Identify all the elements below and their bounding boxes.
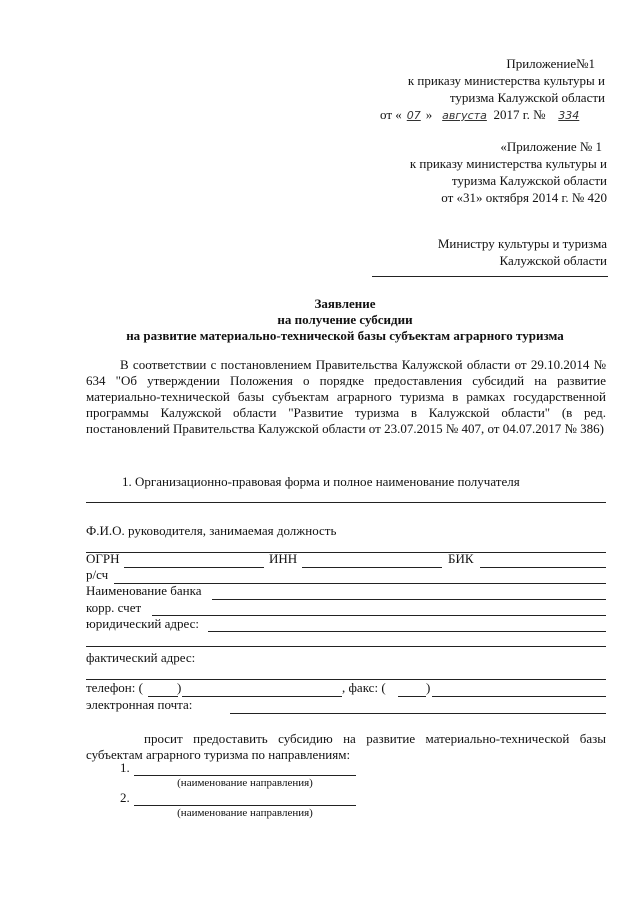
bank-label: Наименование банка (86, 583, 202, 598)
bank-field[interactable] (212, 599, 606, 600)
recipient-name-line[interactable] (86, 502, 606, 503)
document-subtitle-2: на развитие материально-технической базы субъектам аграрного туризма (126, 328, 564, 343)
corr-account-label: корр. счет (86, 600, 142, 615)
head-label: Ф.И.О. руководителя, занимаемая должность (86, 523, 337, 538)
old-appendix-title: «Приложение № 1 (500, 139, 602, 154)
date-number: 334 (558, 109, 580, 122)
fax-code-field[interactable] (398, 696, 426, 697)
document-title: Заявление (314, 296, 376, 311)
addressee-line1: Министру культуры и туризма (437, 236, 607, 251)
date-day: 07 (406, 109, 421, 122)
addressee-signature-line (372, 276, 608, 277)
section-1-label: 1. Организационно-правовая форма и полное наименование получателя (122, 474, 520, 489)
account-label: р/сч (86, 567, 109, 582)
document-subtitle-1: на получение субсидии (277, 312, 413, 327)
old-appendix-date-line: от «31» октября 2014 г. № 420 (441, 190, 607, 205)
email-field[interactable] (230, 713, 606, 714)
date-mid: » (425, 107, 433, 122)
ogrn-field[interactable] (124, 567, 264, 568)
corr-account-field[interactable] (152, 615, 606, 616)
bik-field[interactable] (480, 567, 606, 568)
fax-number-field[interactable] (432, 696, 606, 697)
old-appendix-order-line: к приказу министерства культуры и (409, 156, 607, 171)
direction-2-caption: (наименование направления) (177, 807, 313, 819)
inn-field[interactable] (302, 567, 442, 568)
date-prefix: от « (380, 107, 402, 122)
direction-2-field[interactable] (134, 805, 356, 806)
intro-paragraph: В соответствии с постановлением Правительства Калужской области от 29.10.2014 № 634 "Об утверждении Положения о порядке предоставления субсидий на развитие материально-технической базы субъектам аграрного туризма в рамках государственной программы Калужской области "Развитие туризма в Калужской области" (в ред. постановлений Правительства Калужской области от 23.07.2015 № 407, от 04.07.2017 № 386) (86, 357, 606, 436)
phone-label: телефон: ( (86, 680, 143, 695)
addressee-line2: Калужской области (499, 253, 607, 268)
appendix-order-line: к приказу министерства культуры и (407, 73, 605, 88)
email-label: электронная почта: (86, 697, 193, 712)
legal-address-line-2[interactable] (86, 646, 606, 647)
phone-close: ) (177, 680, 182, 695)
legal-address-label: юридический адрес: (86, 616, 199, 631)
actual-address-label: фактический адрес: (86, 650, 196, 665)
phone-number-field[interactable] (182, 696, 342, 697)
fax-label: , факс: ( (342, 680, 386, 695)
date-year: 2017 г. № (493, 107, 546, 122)
direction-1-number: 1. (120, 760, 130, 775)
direction-1-field[interactable] (134, 775, 356, 776)
direction-1-caption: (наименование направления) (177, 777, 313, 789)
appendix-date-line (380, 107, 589, 123)
ogrn-label: ОГРН (86, 551, 120, 566)
request-paragraph: просит предоставить субсидию на развитие материально-технической базы субъектам аграрного туризма по направлениям: (86, 731, 606, 762)
inn-label: ИНН (269, 551, 298, 566)
old-appendix-ministry-line: туризма Калужской области (451, 173, 607, 188)
head-line[interactable] (86, 552, 606, 553)
appendix-ministry-line: туризма Калужской области (449, 90, 605, 105)
direction-2-number: 2. (120, 790, 130, 805)
legal-address-field[interactable] (208, 631, 606, 632)
bik-label: БИК (448, 551, 474, 566)
appendix-title: Приложение№1 (506, 56, 595, 71)
fax-close: ) (426, 680, 431, 695)
date-month: августа (442, 109, 487, 122)
